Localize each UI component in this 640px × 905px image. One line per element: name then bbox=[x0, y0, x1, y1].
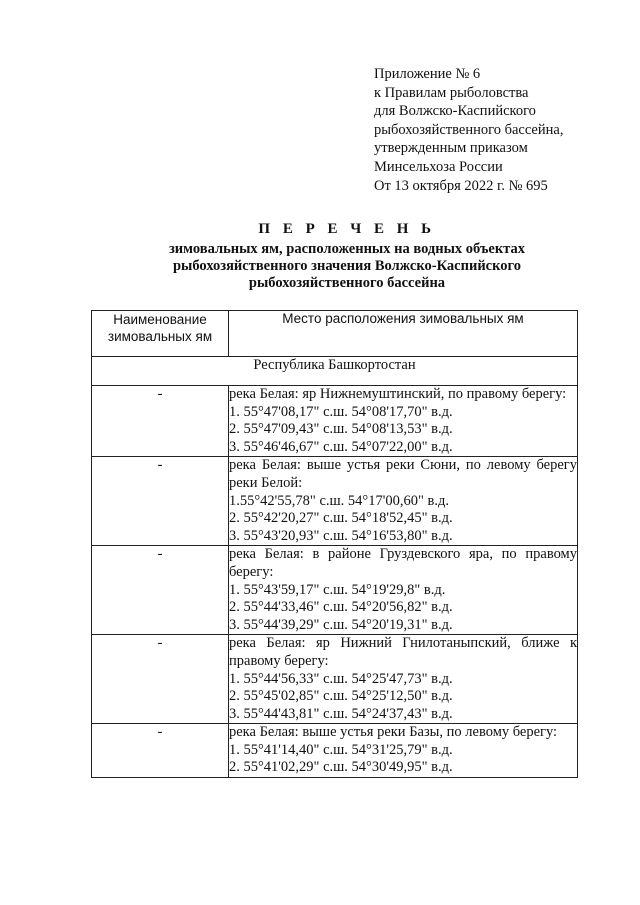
table-body bbox=[92, 386, 578, 778]
table-row bbox=[92, 546, 578, 635]
coordinate-point: 2. 55°44'33,46" с.ш. 54°20'56,82" в.д. bbox=[229, 599, 453, 616]
coordinate-point: 2. 55°47'09,43" с.ш. 54°08'13,53" в.д. bbox=[229, 421, 453, 438]
pit-name-cell: - bbox=[92, 724, 229, 778]
coordinate-point: 1. 55°47'08,17" с.ш. 54°08'17,70" в.д. bbox=[229, 403, 453, 420]
pit-location-cell bbox=[229, 635, 578, 724]
title-subtitle-line: зимовальных ям, расположенных на водных объектах bbox=[168, 241, 525, 257]
pit-location-cell bbox=[229, 386, 578, 457]
coordinate-point: 2. 55°41'02,29" с.ш. 54°30'49,95" в.д. bbox=[229, 759, 453, 776]
appendix-line: рыбохозяйственного бассейна, bbox=[374, 121, 564, 138]
pit-location-cell bbox=[229, 724, 578, 778]
appendix-line: От 13 октября 2022 г. № 695 bbox=[374, 177, 548, 194]
coordinate-point: 3. 55°44'39,29" с.ш. 54°20'19,31" в.д. bbox=[229, 616, 453, 633]
region-name: Республика Башкортостан bbox=[92, 357, 578, 386]
table-row bbox=[92, 724, 578, 778]
coordinate-point: 3. 55°46'46,67" с.ш. 54°07'22,00" в.д. bbox=[229, 438, 453, 455]
coordinate-point: 1. 55°41'14,40" с.ш. 54°31'25,79" в.д. bbox=[229, 741, 453, 758]
pit-location-description: река Белая: яр Нижний Гнилотаныпский, ближе к правому берегу: bbox=[229, 635, 577, 669]
coordinate-point: 1. 55°44'56,33" с.ш. 54°25'47,73" в.д. bbox=[229, 670, 453, 687]
appendix-line: для Волжско-Каспийского bbox=[374, 103, 536, 120]
header-name-column bbox=[92, 311, 229, 357]
pit-location-description: река Белая: в районе Груздевского яра, по правому берегу: bbox=[229, 546, 577, 580]
coordinate-point: 3. 55°44'43,81" с.ш. 54°24'37,43" в.д. bbox=[229, 705, 453, 722]
pit-name-cell: - bbox=[92, 457, 229, 546]
document-title bbox=[80, 221, 614, 292]
title-main: П Е Р Е Ч Е Н Ь bbox=[258, 221, 436, 237]
title-subtitle-line: рыбохозяйственного бассейна bbox=[248, 275, 446, 291]
pit-location-description: река Белая: выше устья реки Сюни, по левому берегу реки Белой: bbox=[229, 457, 577, 491]
title-subtitle-line: рыбохозяйственного значения Волжско-Каспийского bbox=[172, 258, 522, 274]
table-row bbox=[92, 457, 578, 546]
appendix-block bbox=[374, 65, 563, 195]
coordinate-point: 2. 55°45'02,85" с.ш. 54°25'12,50" в.д. bbox=[229, 688, 453, 705]
appendix-line: Минсельхоза России bbox=[374, 158, 503, 175]
appendix-line: к Правилам рыболовства bbox=[374, 84, 529, 101]
pit-name-cell: - bbox=[92, 635, 229, 724]
wintering-pits-table bbox=[91, 310, 578, 778]
header-place-column: Место расположения зимовальных ям bbox=[229, 311, 578, 357]
coordinate-point: 1. 55°43'59,17" с.ш. 54°19'29,8" в.д. bbox=[229, 581, 446, 598]
header-name-line: Наименование bbox=[113, 312, 207, 327]
header-name-line: зимовальных ям bbox=[107, 329, 213, 344]
region-row bbox=[92, 357, 578, 386]
pit-location-cell bbox=[229, 546, 578, 635]
pit-location-description: река Белая: яр Нижнемуштинский, по правому берегу: bbox=[229, 386, 567, 402]
coordinate-point: 1.55°42'55,78" с.ш. 54°17'00,60" в.д. bbox=[229, 492, 449, 509]
table-row bbox=[92, 386, 578, 457]
coordinate-point: 2. 55°42'20,27" с.ш. 54°18'52,45" в.д. bbox=[229, 510, 453, 527]
table-header-row bbox=[92, 311, 578, 357]
appendix-line: Приложение № 6 bbox=[374, 66, 481, 82]
coordinate-point: 3. 55°43'20,93" с.ш. 54°16'53,80" в.д. bbox=[229, 527, 453, 544]
pit-location-description: река Белая: выше устья реки Базы, по левому берегу: bbox=[229, 724, 558, 741]
pit-location-cell bbox=[229, 457, 578, 546]
pit-name-cell: - bbox=[92, 386, 229, 457]
table-row bbox=[92, 635, 578, 724]
appendix-line: утвержденным приказом bbox=[374, 140, 528, 157]
pit-name-cell: - bbox=[92, 546, 229, 635]
